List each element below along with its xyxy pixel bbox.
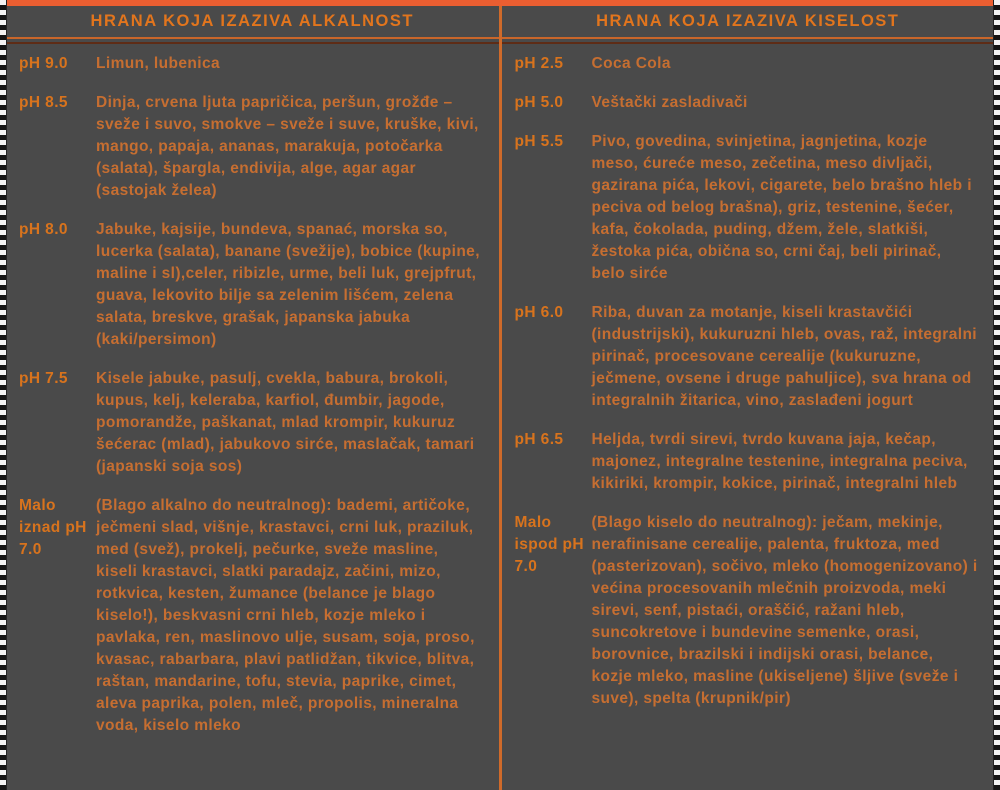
ph-level-label: pH 7.5 xyxy=(19,370,68,387)
alkaline-rows xyxy=(6,39,499,754)
ph-row xyxy=(515,131,985,285)
acidic-column xyxy=(502,6,995,790)
food-list-text: Pivo, govedina, svinjetina, jagnjetina, kozje meso, ćureće meso, zečetina, meso divljači, gazirana pića, lekovi, cigarete, belo brašno hleb i peciva od belog brašna), griz, testenine, šećer, kafa, čokolada, puding, džem, žele, slatkiši, žestoka pića, obična so, crni čaj, beli pirinač, belo sirće xyxy=(591,133,972,282)
ph-row xyxy=(19,53,489,75)
ph-row xyxy=(19,219,489,351)
ph-row xyxy=(515,429,985,495)
perforated-edge-left xyxy=(0,0,7,790)
ph-level-label: Malo ispod pH 7.0 xyxy=(514,514,584,575)
acidic-header-title: HRANA KOJA IZAZIVA KISELOST xyxy=(596,12,900,30)
ph-row xyxy=(515,92,985,114)
ph-row xyxy=(515,302,985,412)
ph-row xyxy=(19,368,489,478)
acidic-column-header xyxy=(502,6,995,39)
acidic-rows xyxy=(502,39,995,727)
table-columns xyxy=(6,6,994,790)
top-accent-bar xyxy=(6,0,994,6)
alkaline-column-header xyxy=(6,6,499,39)
food-list-text: (Blago alkalno do neutralnog): bademi, artičoke, ječmeni slad, višnje, krastavci, crni luk, praziluk, med (svež), prokelj, pečurke, sveže masline, kiseli krastavci, slatki paradajz, začini, mizo, rotkvica, kesten, žumance (belance je blago kiselo!), beskvasni crni hleb, kozje mleko i pavlaka, ren, maslinovo ulje, susam, soja, proso, kvasac, rabarbara, plavi patlidžan, tikvice, blitva, raštan, mandarine, tofu, stevia, paprike, cimet, aleva paprika, polen, mleč, propolis, mineralna voda, kiselo mleko xyxy=(96,497,475,734)
ph-row xyxy=(515,53,985,75)
food-list-text: Limun, lubenica xyxy=(96,55,220,72)
ph-row xyxy=(515,512,985,710)
ph-level-label: pH 6.0 xyxy=(514,304,564,321)
food-list-text: Coca Cola xyxy=(591,55,671,72)
food-list-text: Veštački zasladivači xyxy=(591,94,748,111)
ph-level-label: pH 5.0 xyxy=(514,94,564,111)
ph-row xyxy=(19,495,489,737)
ph-level-label: pH 8.0 xyxy=(19,221,68,238)
food-list-text: Jabuke, kajsije, bundeva, spanać, morska so, lucerka (salata), banane (svežije), bobice (kupine, maline i sl),celer, ribizle, urme, beli luk, grejpfrut, guava, lekovito bilje sa zelenim lišćem, zelena salata, breskve, grašak, japanska jabuka (kaki/persimon) xyxy=(96,221,480,348)
ph-level-label: Malo iznad pH 7.0 xyxy=(19,497,87,558)
ph-level-label: pH 5.5 xyxy=(514,133,564,150)
food-list-text: Kisele jabuke, pasulj, cvekla, babura, brokoli, kupus, kelj, keleraba, karfiol, đumbir, jagode, pomorandže, paškanat, mlad krompir, kukuruz šećerac (mlad), jabukovo sirće, maslačak, tamari (japanski soja sos) xyxy=(96,370,475,475)
food-list-text: Heljda, tvrdi sirevi, tvrdo kuvana jaja, kečap, majonez, integralne testenine, integralna peciva, kikiriki, krompir, kokice, pirinač, integralni hleb xyxy=(591,431,968,492)
perforated-edge-right xyxy=(993,0,1000,790)
alkaline-header-title: HRANA KOJA IZAZIVA ALKALNOST xyxy=(90,12,414,30)
food-list-text: (Blago kiselo do neutralnog): ječam, mekinje, nerafinisane cerealije, palenta, fruktoza, med (pasterizovan), sočivo, mleko (homogenizovano) i većina procesovanih mlečnih proizvoda, meki sirevi, senf, pistaći, oraščić, ražani hleb, suncokretove i bundevine semenke, orasi, borovnice, brazilski i indijski orasi, belance, kozje mleko, masline (ukiseljene) šljive (sveže i suve), spelta (krupnik/pir) xyxy=(591,514,978,707)
food-list-text: Dinja, crvena ljuta papričica, peršun, grožđe – sveže i suvo, smokve – sveže i suve, kruške, kivi, mango, papaja, ananas, marakuja, potočarka (salata), špargla, endivija, alge, agar agar (sastojak želea) xyxy=(96,94,479,199)
ph-level-label: pH 8.5 xyxy=(19,94,68,111)
ph-level-label: pH 9.0 xyxy=(19,55,68,72)
ph-row xyxy=(19,92,489,202)
food-list-text: Riba, duvan za motanje, kiseli krastavčići (industrijski), kukuruzni hleb, ovas, raž, integralni pirinač, procesovane cerealije (kukuruzne, ječmene, ovsene i druge pahuljice), sva hrana od integralnih žitarica, vino, zaslađeni jogurt xyxy=(591,304,978,409)
alkaline-column xyxy=(6,6,499,790)
ph-level-label: pH 2.5 xyxy=(514,55,564,72)
ph-level-label: pH 6.5 xyxy=(514,431,564,448)
